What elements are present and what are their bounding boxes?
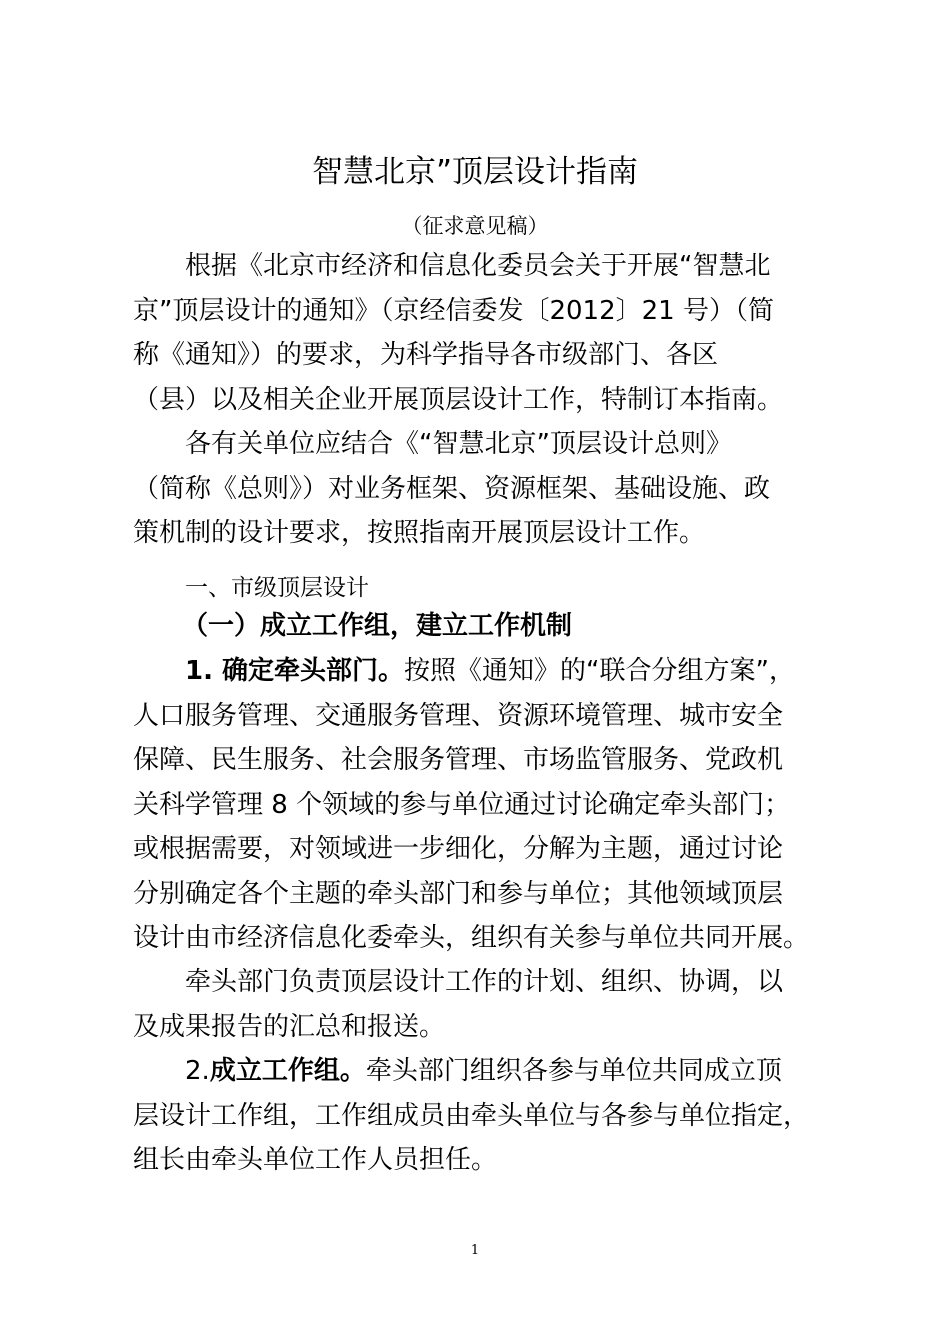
paragraph-line: 设计由市经济信息化委牵头，组织有关参与单位共同开展。 [133,923,810,953]
sub-heading: （一）成立工作组，建立工作机制 [182,611,573,641]
item1-label: 1. 确定牵头部门。 [185,656,405,686]
paragraph-line: 或根据需要，对领域进一步细化，分解为主题，通过讨论 [133,834,784,864]
paragraph-line: 层设计工作组，工作组成员由牵头单位与各参与单位指定， [133,1100,810,1131]
paragraph-line: 牵头部门负责顶层设计工作的计划、组织、协调，以 [185,967,784,997]
item2-first-line [133,1049,837,1094]
paragraph-line: 京”顶层设计的通知》（京经信委发〔2012〕21 号）（简 [133,295,774,326]
item1-paragraph [133,649,837,961]
item2-first-line-text: 牵头部门组织各参与单位共同成立顶 [365,1056,782,1086]
page-number: 1 [470,1243,480,1258]
paragraph-line: 组长由牵头单位工作人员担任。 [133,1145,498,1175]
item1-first-line-text: 按照《通知》的“联合分组方案”， [404,656,795,686]
paragraph-line: 称《通知》）的要求，为科学指导各市级部门、各区 [133,340,719,370]
lead-dept-paragraph [133,960,837,1049]
item2-number: 2. [185,1056,210,1086]
paragraph-line: 人口服务管理、交通服务管理、资源环境管理、城市安全 [133,700,784,731]
item2-paragraph [133,1049,837,1183]
document-subtitle: （征求意见稿） [401,214,549,238]
paragraph-line: 根据《北京市经济和信息化委员会关于开展“智慧北 [185,251,771,281]
item1-first-line [133,649,837,694]
intro-paragraph [133,244,837,422]
paragraph-line: 分别确定各个主题的牵头部门和参与单位；其他领域顶层 [133,878,784,909]
section-heading: 一、市级顶层设计 [185,575,369,601]
item2-label: 成立工作组。 [209,1056,366,1086]
paragraph-line: 策机制的设计要求，按照指南开展顶层设计工作。 [133,518,706,548]
paragraph-line: （县）以及相关企业开展顶层设计工作，特制订本指南。 [133,384,784,415]
paragraph-line: （简称《总则》）对业务框架、资源框架、基础设施、政 [133,473,771,504]
second-paragraph [133,422,837,556]
paragraph-line: 保障、民生服务、社会服务管理、市场监管服务、党政机 [133,745,784,775]
paragraph-line: 及成果报告的汇总和报送。 [133,1011,446,1042]
paragraph-line: 关科学管理 8 个领域的参与单位通过讨论确定牵头部门； [133,789,791,820]
document-title: 智慧北京”顶层设计指南 [311,154,639,190]
paragraph-line: 各有关单位应结合《“智慧北京”顶层设计总则》 [185,429,732,459]
